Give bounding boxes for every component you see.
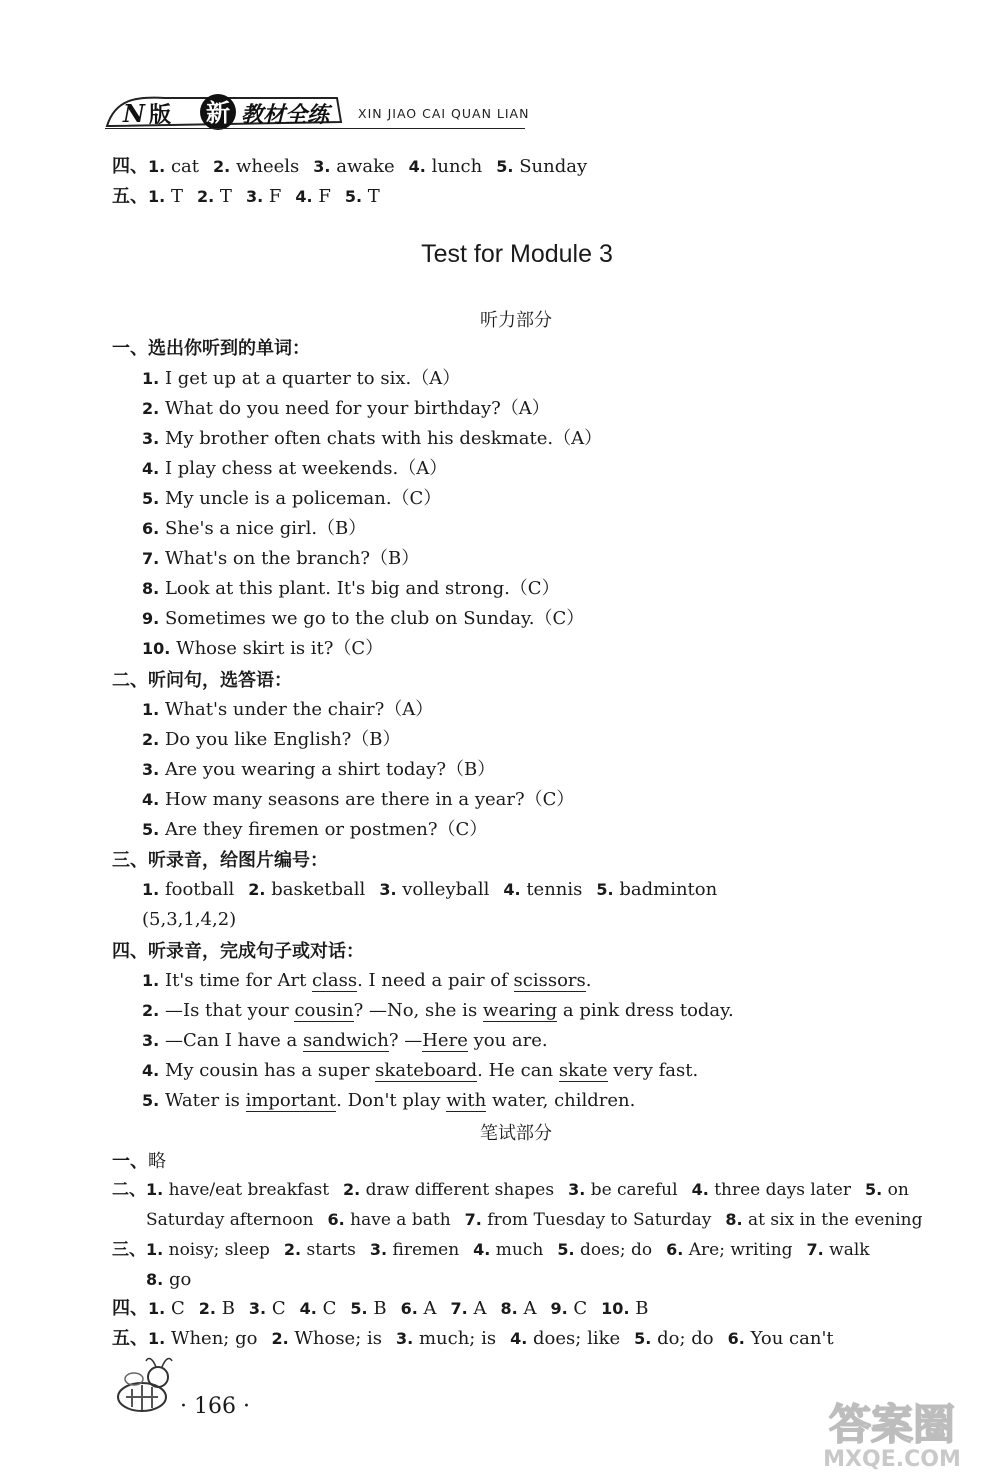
item-number: 2. <box>142 730 160 749</box>
answer-text: Are; writing <box>688 1240 793 1260</box>
section-label: 四、 <box>112 1298 148 1319</box>
section-1-label: 一、选出你听到的单词： <box>112 338 310 359</box>
item-number: 4. <box>691 1180 709 1199</box>
answer-text: Sunday <box>519 156 588 177</box>
answer-text: T <box>367 186 380 207</box>
section-label: 三、 <box>112 1240 146 1260</box>
fill-blank-line <box>142 1059 698 1083</box>
section-label: 二、 <box>112 1180 146 1200</box>
item-number: 5. <box>344 187 363 206</box>
answer-text: A <box>473 1298 487 1319</box>
item-number: 9. <box>142 609 160 628</box>
item-number: 5. <box>496 157 514 176</box>
item-number: 4. <box>503 880 521 899</box>
answer-text: F <box>318 186 331 207</box>
item-number: 3. <box>245 187 264 206</box>
item-number: 2. <box>343 1180 361 1199</box>
answer-text: A <box>423 1298 437 1319</box>
text: —Can I have a <box>164 1030 303 1051</box>
item-number: 5. <box>142 820 160 839</box>
item-number: 2. <box>142 399 160 418</box>
item-number: 6. <box>666 1240 684 1259</box>
section-3-label: 三、听录音，给图片编号： <box>112 850 328 871</box>
item-text: My uncle is a policeman.（C） <box>164 488 442 509</box>
item-text: basketball <box>271 879 366 900</box>
list-item <box>142 517 366 541</box>
fill-blank-line <box>142 999 734 1023</box>
item-number: 3. <box>313 157 331 176</box>
section-label: 一、 <box>112 1151 148 1172</box>
list-item <box>142 397 550 421</box>
item-number: 4. <box>142 790 160 809</box>
answer-row-wu <box>112 185 380 209</box>
item-number: 2. <box>248 880 266 899</box>
item-number: 3. <box>142 760 160 779</box>
answer-text: does; like <box>533 1328 621 1349</box>
item-number: 1. <box>142 369 160 388</box>
item-text: I play chess at weekends.（A） <box>164 458 448 479</box>
answer-text: wheels <box>235 156 300 177</box>
answer-text: When; go <box>170 1328 258 1349</box>
item-number: 4. <box>408 157 426 176</box>
answer-text: starts <box>306 1240 356 1260</box>
item-number: 9. <box>550 1299 568 1318</box>
text: . <box>585 970 592 991</box>
written-row-3a <box>112 1238 870 1262</box>
answer-text: B <box>635 1298 649 1319</box>
answer-text: C <box>170 1298 185 1319</box>
text: It's time for Art <box>164 970 313 991</box>
item-text: I get up at a quarter to six.（A） <box>164 368 461 389</box>
answer-row-si <box>112 155 587 179</box>
answer-text: C <box>271 1298 286 1319</box>
text: —Is that your <box>164 1000 295 1021</box>
item-text: Are they firemen or postmen?（C） <box>164 819 488 840</box>
answer-text: walk <box>829 1240 870 1260</box>
item-number: 10. <box>601 1299 630 1318</box>
blank-answer: skateboard <box>375 1060 478 1081</box>
item-number: 5. <box>142 489 160 508</box>
blank-answer: wearing <box>482 1000 558 1021</box>
text: Water is <box>164 1090 246 1111</box>
watermark-logo <box>795 1395 990 1470</box>
item-number: 4. <box>473 1240 491 1259</box>
item-text: My brother often chats with his deskmate.（A） <box>164 428 603 449</box>
header-rule <box>105 128 525 129</box>
item-text: tennis <box>526 879 583 900</box>
item-number: 5. <box>596 880 614 899</box>
answer-text: have/eat breakfast <box>168 1180 330 1200</box>
page-header <box>105 92 535 134</box>
item-number: 2. <box>283 1240 302 1259</box>
answer-text: be careful <box>590 1180 678 1200</box>
text: a pink dress today. <box>557 1000 734 1021</box>
text: very fast. <box>607 1060 699 1081</box>
item-number: 1. <box>148 1299 166 1318</box>
item-text: What's on the branch?（B） <box>164 548 420 569</box>
list-item <box>142 607 584 631</box>
answer-text: C <box>573 1298 588 1319</box>
fill-blank-line <box>142 1089 635 1113</box>
item-number: 2. <box>213 157 231 176</box>
item-number: 3. <box>248 1299 267 1318</box>
blank-answer: with <box>446 1090 487 1111</box>
answer-text: You can't <box>750 1328 834 1349</box>
item-number: 1. <box>142 880 160 899</box>
text: . Don't play <box>336 1090 447 1111</box>
item-number: 3. <box>396 1329 414 1348</box>
logo-n: N <box>123 99 145 128</box>
text: . He can <box>477 1060 559 1081</box>
answer-text: Whose; is <box>294 1328 382 1349</box>
item-text: What's under the chair?（A） <box>164 699 434 720</box>
watermark-url: MXQE.COM <box>823 1447 961 1470</box>
answer-text: firemen <box>392 1240 460 1260</box>
item-number: 2. <box>142 1001 160 1020</box>
answer-text: much; is <box>418 1328 497 1349</box>
watermark-title: 答案圈 <box>828 1400 956 1449</box>
item-number: 5. <box>557 1240 575 1259</box>
item-number: 2. <box>271 1329 289 1348</box>
blank-answer: class <box>312 970 358 991</box>
blank-answer: scissors <box>513 970 586 991</box>
written-row-1 <box>112 1150 166 1174</box>
page-title: Test for Module 3 <box>421 240 613 268</box>
item-number: 1. <box>148 157 166 176</box>
item-number: 7. <box>464 1210 482 1229</box>
answer-text: B <box>373 1298 387 1319</box>
text: you are. <box>467 1030 548 1051</box>
list-item <box>142 728 401 752</box>
list-item <box>142 788 574 812</box>
header-pinyin: XIN JIAO CAI QUAN LIAN <box>358 106 530 121</box>
item-text: badminton <box>619 879 718 900</box>
list-item <box>142 577 560 601</box>
list-item <box>142 547 419 571</box>
item-number: 4. <box>295 187 313 206</box>
list-item <box>142 818 487 842</box>
item-text: football <box>164 879 235 900</box>
logo-xin: 新 <box>206 99 230 127</box>
item-number: 3. <box>568 1180 586 1199</box>
list-item <box>142 427 602 451</box>
answer-text: draw different shapes <box>365 1180 555 1200</box>
item-number: 2. <box>198 1299 216 1318</box>
section-label: 五、 <box>112 186 148 207</box>
item-number: 6. <box>142 519 160 538</box>
fill-blank-line <box>142 1029 548 1053</box>
item-number: 1. <box>148 187 166 206</box>
item-number: 5. <box>350 1299 368 1318</box>
item-number: 4. <box>142 1061 160 1080</box>
item-text: Look at this plant. It's big and strong.（C） <box>164 578 560 599</box>
section-label: 五、 <box>112 1328 148 1349</box>
answer-text: T <box>170 186 183 207</box>
answer-text: much <box>495 1240 544 1260</box>
item-number: 3. <box>379 880 397 899</box>
answer-text: do; do <box>657 1328 714 1349</box>
section-2-label: 二、听问句，选答语： <box>112 670 292 691</box>
item-number: 5. <box>864 1180 883 1199</box>
answer-text: have a bath <box>350 1210 451 1230</box>
list-item <box>142 457 447 481</box>
item-number: 7. <box>142 549 160 568</box>
blank-answer: sandwich <box>302 1030 389 1051</box>
item-number: 8. <box>142 579 160 598</box>
answer-text: does; do <box>579 1240 653 1260</box>
item-number: 7. <box>450 1299 468 1318</box>
text: ? —No, she is <box>353 1000 483 1021</box>
item-number: 8. <box>146 1270 164 1289</box>
item-number: 6. <box>400 1299 418 1318</box>
blank-answer: skate <box>558 1060 608 1081</box>
item-number: 3. <box>369 1240 388 1259</box>
text: My cousin has a super <box>164 1060 376 1081</box>
item-number: 4. <box>299 1299 317 1318</box>
written-row-2b <box>146 1208 922 1232</box>
answer-text: at six in the evening <box>747 1210 923 1230</box>
written-row-3b <box>146 1268 191 1292</box>
item-number: 5. <box>142 1091 160 1110</box>
answer-text: B <box>221 1298 235 1319</box>
item-text: She's a nice girl.（B） <box>164 518 367 539</box>
text: water, children. <box>486 1090 636 1111</box>
item-text: Whose skirt is it?（C） <box>176 638 384 659</box>
item-text: What do you need for your birthday?（A） <box>164 398 550 419</box>
item-number: 4. <box>510 1329 528 1348</box>
item-number: 1. <box>142 700 160 719</box>
answer-text: go <box>168 1269 192 1290</box>
list-item <box>142 758 495 782</box>
item-text: How many seasons are there in a year?（C） <box>164 789 575 810</box>
answer-text: three days later <box>714 1180 851 1200</box>
fill-blank-line <box>142 969 591 993</box>
written-row-5 <box>112 1327 834 1351</box>
list-item <box>142 367 460 391</box>
item-number: 2. <box>196 187 215 206</box>
text: ? — <box>388 1030 423 1051</box>
written-heading: 笔试部分 <box>480 1123 552 1144</box>
answer-text: lunch <box>431 156 483 177</box>
item-number: 1. <box>148 1329 166 1348</box>
item-text: volleyball <box>402 879 490 900</box>
item-number: 1. <box>146 1180 164 1199</box>
item-text: Sometimes we go to the club on Sunday.（C） <box>164 608 585 629</box>
blank-answer: cousin <box>294 1000 354 1021</box>
answer-text: awake <box>336 156 395 177</box>
answer-text: F <box>268 186 282 207</box>
item-number: 6. <box>327 1210 345 1229</box>
section-4-label: 四、听录音，完成句子或对话： <box>112 941 364 962</box>
answer-text: T <box>219 186 232 207</box>
bee-mascot-icon <box>112 1355 178 1419</box>
logo-ban: 版 <box>149 103 172 128</box>
blank-answer: Here <box>422 1030 468 1051</box>
logo-rest: 教材全练 <box>241 103 330 128</box>
item-number: 8. <box>725 1210 743 1229</box>
picture-order-row <box>142 878 717 902</box>
written-row-4 <box>112 1297 648 1321</box>
picture-order-answer: (5,3,1,4,2) <box>142 909 237 930</box>
list-item <box>142 487 441 511</box>
item-text: Do you like English?（B） <box>164 729 401 750</box>
item-number: 4. <box>142 459 160 478</box>
item-number: 5. <box>634 1329 652 1348</box>
answer-text: from Tuesday to Saturday <box>487 1210 712 1230</box>
item-number: 1. <box>142 971 160 990</box>
item-number: 7. <box>806 1240 824 1259</box>
answer-text: noisy; sleep <box>168 1240 270 1260</box>
answer-text: cat <box>170 156 199 177</box>
item-text: Are you wearing a shirt today?（B） <box>164 759 496 780</box>
item-number: 8. <box>500 1299 518 1318</box>
book-logo <box>105 92 345 132</box>
item-number: 3. <box>142 429 160 448</box>
blank-answer: important <box>245 1090 337 1111</box>
item-number: 10. <box>142 639 171 658</box>
section-label: 四、 <box>112 156 148 177</box>
answer-text: C <box>322 1298 337 1319</box>
text: . I need a pair of <box>357 970 514 991</box>
written-row-2a <box>112 1178 909 1202</box>
list-item <box>142 637 383 661</box>
page-number: · 166 · <box>180 1394 250 1419</box>
answer-text: A <box>523 1298 537 1319</box>
item-number: 1. <box>146 1240 164 1259</box>
listening-heading: 听力部分 <box>480 310 552 331</box>
item-number: 3. <box>142 1031 160 1050</box>
answer-text: 略 <box>148 1151 166 1172</box>
answer-text: on <box>887 1180 909 1200</box>
list-item <box>142 698 433 722</box>
answer-text: Saturday afternoon <box>146 1210 314 1230</box>
item-number: 6. <box>727 1329 745 1348</box>
